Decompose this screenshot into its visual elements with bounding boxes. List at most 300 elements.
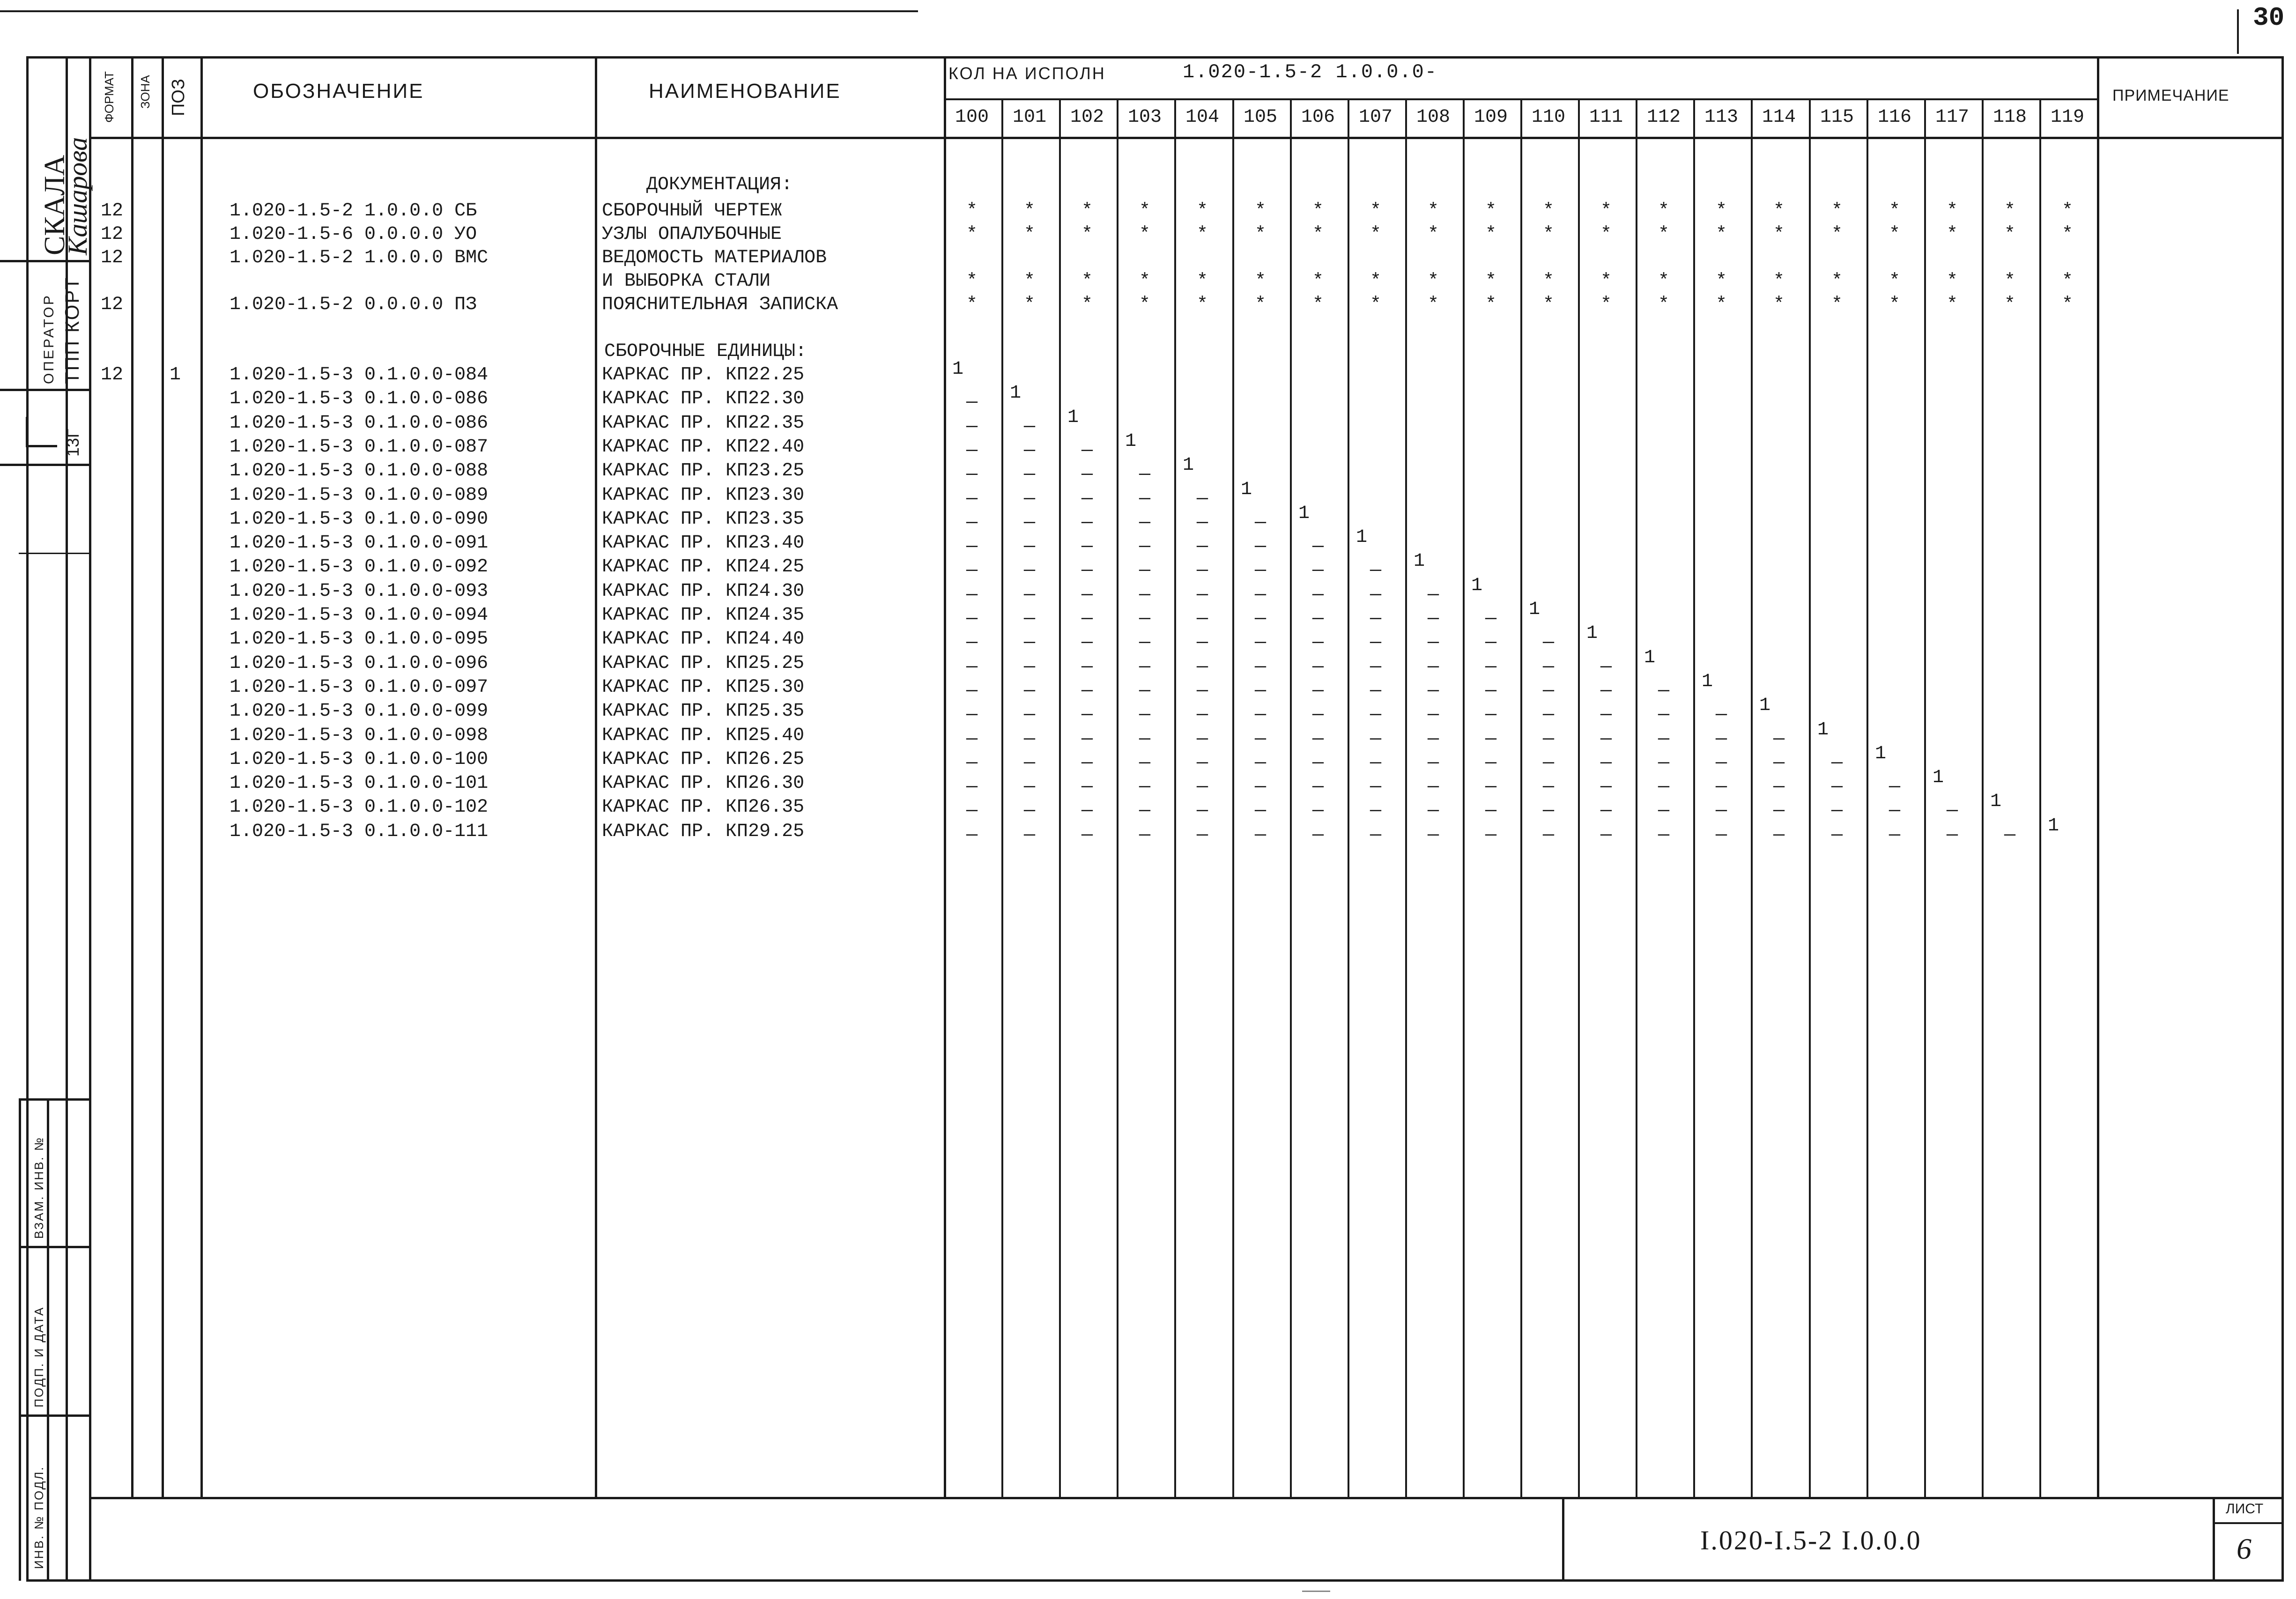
asm-qty-dash: — <box>1254 825 1266 846</box>
asm-qty-dash: — <box>1542 825 1554 846</box>
asm-qty-dash: — <box>1370 657 1381 678</box>
asm-qty-dash: — <box>1023 585 1035 606</box>
doc-format: 12 <box>101 294 124 315</box>
asm-qty-one: 1 <box>1586 623 1598 644</box>
asm-qty-dash: — <box>1081 608 1093 629</box>
doc-mark: * <box>1139 271 1150 292</box>
doc-mark: * <box>1312 200 1324 222</box>
asm-designation: 1.020-1.5-3 0.1.0.0-091 <box>230 533 489 554</box>
asm-qty-dash: — <box>1081 753 1093 774</box>
doc-mark: * <box>1485 271 1496 292</box>
doc-mark: * <box>2061 200 2073 222</box>
asm-qty-dash: — <box>1139 512 1150 533</box>
asm-qty-dash: — <box>1196 681 1208 702</box>
asm-designation: 1.020-1.5-3 0.1.0.0-090 <box>230 509 489 530</box>
asm-qty-dash: — <box>1658 681 1669 702</box>
doc-mark: * <box>1542 271 1554 292</box>
asm-qty-dash: — <box>1023 489 1035 510</box>
asm-qty-dash: — <box>1254 536 1266 557</box>
asm-qty-dash: — <box>966 512 978 533</box>
doc-mark: * <box>1254 271 1266 292</box>
asm-qty-dash: — <box>1427 632 1439 653</box>
asm-qty-one: 1 <box>1125 431 1136 452</box>
documentation-title: ДОКУМЕНТАЦИЯ: <box>646 174 793 195</box>
asm-name: КАРКАС ПР. КП26.25 <box>602 749 805 770</box>
asm-qty-dash: — <box>1196 512 1208 533</box>
asm-name: КАРКАС ПР. КП23.35 <box>602 509 805 530</box>
asm-qty-one: 1 <box>1701 671 1713 692</box>
asm-qty-dash: — <box>1370 753 1381 774</box>
asm-qty-dash: — <box>1312 585 1324 606</box>
doc-mark: * <box>1658 200 1669 222</box>
doc-mark: * <box>1889 200 1900 222</box>
variant-header-103: 103 <box>1127 107 1162 128</box>
asm-qty-dash: — <box>1312 608 1324 629</box>
asm-name: КАРКАС ПР. КП24.25 <box>602 556 805 577</box>
asm-qty-dash: — <box>1081 464 1093 485</box>
asm-qty-dash: — <box>1370 681 1381 702</box>
asm-qty-dash: — <box>1831 800 1843 822</box>
asm-qty-dash: — <box>1427 681 1439 702</box>
frame-bottom <box>26 1579 2284 1582</box>
doc-name: И ВЫБОРКА СТАЛИ <box>602 271 771 292</box>
margin-line-2 <box>0 389 91 391</box>
asm-qty-dash: — <box>1658 753 1669 774</box>
margin-code: 13Г <box>63 429 82 457</box>
asm-qty-dash: — <box>1889 777 1900 798</box>
asm-qty-dash: — <box>1139 464 1150 485</box>
asm-designation: 1.020-1.5-3 0.1.0.0-102 <box>230 797 489 818</box>
variant-header-117: 117 <box>1935 107 1969 128</box>
asm-name: КАРКАС ПР. КП22.30 <box>602 388 805 409</box>
doc-mark: * <box>1312 271 1324 292</box>
doc-mark: * <box>1312 224 1324 245</box>
doc-mark: * <box>1600 271 1612 292</box>
asm-qty-dash: — <box>1485 632 1496 653</box>
asm-qty-one: 1 <box>1932 767 1944 788</box>
doc-name: УЗЛЫ ОПАЛУБОЧНЫЕ <box>602 224 782 245</box>
variant-header-118: 118 <box>1992 107 2027 128</box>
title-block-sheet-divider <box>2213 1497 2215 1581</box>
sheet-value: 6 <box>2237 1532 2252 1565</box>
asm-qty-dash: — <box>1831 825 1843 846</box>
asm-qty-dash: — <box>1023 777 1035 798</box>
doc-mark: * <box>1427 224 1439 245</box>
asm-qty-dash: — <box>1831 753 1843 774</box>
doc-mark: * <box>1946 224 1958 245</box>
asm-qty-dash: — <box>966 536 978 557</box>
doc-mark: * <box>2004 224 2015 245</box>
margin-table-row1 <box>19 1246 91 1248</box>
bottom-mark <box>1302 1591 1330 1592</box>
margin-operator-value: ТПП КОРТ <box>61 276 83 384</box>
doc-mark: * <box>1946 294 1958 315</box>
asm-qty-dash: — <box>1542 729 1554 750</box>
asm-qty-dash: — <box>1370 560 1381 581</box>
asm-qty-dash: — <box>1715 825 1727 846</box>
margin-signature-date: ПОДП. И ДАТА <box>32 1306 46 1407</box>
margin-table-row2 <box>19 1414 91 1417</box>
asm-qty-dash: — <box>1196 608 1208 629</box>
asm-qty-dash: — <box>1600 704 1612 725</box>
doc-mark: * <box>1715 224 1727 245</box>
variant-header-111: 111 <box>1589 107 1623 128</box>
asm-designation: 1.020-1.5-3 0.1.0.0-099 <box>230 701 489 722</box>
asm-qty-dash: — <box>1658 777 1669 798</box>
asm-name: КАРКАС ПР. КП24.40 <box>602 629 805 650</box>
asm-qty-dash: — <box>1023 657 1035 678</box>
asm-qty-dash: — <box>1715 777 1727 798</box>
asm-qty-dash: — <box>1254 512 1266 533</box>
asm-designation: 1.020-1.5-3 0.1.0.0-097 <box>230 677 489 698</box>
header-format: ФОРМАТ <box>102 71 116 123</box>
asm-qty-dash: — <box>1427 704 1439 725</box>
asm-qty-dash: — <box>1600 729 1612 750</box>
asm-qty-dash: — <box>1139 536 1150 557</box>
variant-header-102: 102 <box>1070 107 1104 128</box>
asm-qty-dash: — <box>1081 704 1093 725</box>
document-code: I.020-I.5-2 I.0.0.0 <box>1700 1525 1922 1555</box>
doc-mark: * <box>1023 200 1035 222</box>
asm-qty-dash: — <box>1081 512 1093 533</box>
asm-qty-dash: — <box>966 464 978 485</box>
asm-qty-dash: — <box>1139 777 1150 798</box>
doc-mark: * <box>1831 200 1843 222</box>
asm-designation: 1.020-1.5-3 0.1.0.0-096 <box>230 653 489 674</box>
asm-designation: 1.020-1.5-3 0.1.0.0-089 <box>230 485 489 506</box>
asm-qty-dash: — <box>1081 536 1093 557</box>
doc-mark: * <box>1196 200 1208 222</box>
asm-designation: 1.020-1.5-3 0.1.0.0-111 <box>230 821 489 842</box>
variant-header-101: 101 <box>1012 107 1046 128</box>
asm-qty-dash: — <box>1370 800 1381 822</box>
asm-qty-dash: — <box>1658 800 1669 822</box>
asm-designation: 1.020-1.5-3 0.1.0.0-100 <box>230 749 489 770</box>
doc-mark: * <box>1081 224 1093 245</box>
variant-header-105: 105 <box>1243 107 1277 128</box>
doc-mark: * <box>1773 224 1785 245</box>
asm-qty-dash: — <box>1485 608 1496 629</box>
doc-format: 12 <box>101 200 124 222</box>
margin-table-mid <box>47 1098 49 1581</box>
asm-qty-dash: — <box>1370 632 1381 653</box>
assemblies-title: СБОРОЧНЫЕ ЕДИНИЦЫ: <box>604 341 807 362</box>
asm-qty-dash: — <box>1139 585 1150 606</box>
doc-mark: * <box>1254 200 1266 222</box>
asm-qty-dash: — <box>1081 800 1093 822</box>
doc-mark: * <box>1889 294 1900 315</box>
doc-mark: * <box>1773 271 1785 292</box>
asm-qty-dash: — <box>1370 704 1381 725</box>
asm-qty-dash: — <box>1542 777 1554 798</box>
asm-qty-one: 1 <box>1009 383 1021 404</box>
asm-qty-dash: — <box>1658 825 1669 846</box>
asm-qty-dash: — <box>966 489 978 510</box>
header-zone: ЗОНА <box>138 75 152 109</box>
doc-mark: * <box>1715 271 1727 292</box>
asm-qty-one: 1 <box>1817 719 1829 740</box>
asm-qty-dash: — <box>1542 753 1554 774</box>
asm-qty-dash: — <box>1023 704 1035 725</box>
asm-qty-dash: — <box>1542 632 1554 653</box>
title-block-top <box>89 1497 2282 1499</box>
asm-qty-dash: — <box>966 753 978 774</box>
asm-qty-dash: — <box>1485 681 1496 702</box>
asm-qty-dash: — <box>966 729 978 750</box>
doc-mark: * <box>1485 294 1496 315</box>
doc-mark: * <box>1196 271 1208 292</box>
doc-mark: * <box>1196 224 1208 245</box>
doc-mark: * <box>1946 200 1958 222</box>
doc-mark: * <box>1658 271 1669 292</box>
doc-mark: * <box>1427 294 1439 315</box>
asm-qty-dash: — <box>1370 585 1381 606</box>
asm-qty-dash: — <box>1600 681 1612 702</box>
asm-qty-dash: — <box>1600 777 1612 798</box>
asm-qty-dash: — <box>1139 681 1150 702</box>
asm-qty-dash: — <box>966 800 978 822</box>
frame-right <box>2281 56 2284 1582</box>
asm-qty-dash: — <box>1139 825 1150 846</box>
doc-mark: * <box>1542 200 1554 222</box>
margin-line-3 <box>0 464 91 466</box>
asm-designation: 1.020-1.5-3 0.1.0.0-095 <box>230 629 489 650</box>
asm-qty-dash: — <box>966 608 978 629</box>
asm-qty-dash: — <box>1254 704 1266 725</box>
asm-qty-dash: — <box>1196 536 1208 557</box>
asm-name: КАРКАС ПР. КП26.30 <box>602 773 805 794</box>
asm-name: КАРКАС ПР. КП29.25 <box>602 821 805 842</box>
asm-qty-dash: — <box>1312 825 1324 846</box>
asm-qty-dash: — <box>1312 729 1324 750</box>
asm-name: КАРКАС ПР. КП24.35 <box>602 605 805 626</box>
asm-qty-dash: — <box>1023 608 1035 629</box>
doc-mark: * <box>1831 224 1843 245</box>
asm-name: КАРКАС ПР. КП25.25 <box>602 653 805 674</box>
sheet-number-top: 30 <box>2253 3 2285 33</box>
variant-header-113: 113 <box>1704 107 1738 128</box>
asm-qty-one: 1 <box>952 359 963 380</box>
doc-mark: * <box>1773 200 1785 222</box>
doc-name: СБОРОЧНЫЙ ЧЕРТЕЖ <box>602 200 782 222</box>
variant-header-108: 108 <box>1416 107 1450 128</box>
doc-mark: * <box>1081 200 1093 222</box>
doc-mark: * <box>966 200 978 222</box>
asm-qty-dash: — <box>1658 729 1669 750</box>
asm-qty-dash: — <box>1196 825 1208 846</box>
title-block-sheet-line <box>2213 1522 2283 1524</box>
asm-qty-dash: — <box>1600 800 1612 822</box>
asm-qty-dash: — <box>1196 753 1208 774</box>
assemblies-position: 1 <box>170 364 181 385</box>
doc-mark: * <box>1485 224 1496 245</box>
asm-name: КАРКАС ПР. КП22.25 <box>602 364 805 385</box>
asm-qty-dash: — <box>2004 825 2015 846</box>
asm-qty-dash: — <box>1081 585 1093 606</box>
asm-qty-dash: — <box>1427 753 1439 774</box>
asm-qty-dash: — <box>1139 632 1150 653</box>
asm-qty-dash: — <box>966 632 978 653</box>
asm-qty-dash: — <box>1139 800 1150 822</box>
doc-designation: 1.020-1.5-2 0.0.0.0 ПЗ <box>230 294 477 315</box>
asm-qty-one: 1 <box>1759 695 1770 716</box>
margin-table-left <box>19 1098 21 1581</box>
asm-qty-dash: — <box>1023 464 1035 485</box>
asm-qty-dash: — <box>1542 657 1554 678</box>
doc-mark: * <box>2061 294 2073 315</box>
asm-qty-dash: — <box>1370 825 1381 846</box>
asm-qty-dash: — <box>1081 560 1093 581</box>
asm-qty-dash: — <box>966 825 978 846</box>
doc-mark: * <box>1081 294 1093 315</box>
doc-mark: * <box>1658 224 1669 245</box>
variant-header-116: 116 <box>1877 107 1911 128</box>
doc-name: ПОЯСНИТЕЛЬНАЯ ЗАПИСКА <box>602 294 838 315</box>
variant-header-110: 110 <box>1531 107 1565 128</box>
asm-qty-dash: — <box>966 440 978 461</box>
variant-header-100: 100 <box>955 107 989 128</box>
doc-mark: * <box>1542 294 1554 315</box>
doc-name: ВЕДОМОСТЬ МАТЕРИАЛОВ <box>602 247 827 268</box>
asm-qty-dash: — <box>1485 800 1496 822</box>
asm-qty-dash: — <box>1196 800 1208 822</box>
doc-mark: * <box>1196 294 1208 315</box>
asm-qty-dash: — <box>1946 825 1958 846</box>
doc-mark: * <box>1831 271 1843 292</box>
asm-qty-dash: — <box>1254 753 1266 774</box>
asm-qty-dash: — <box>1427 800 1439 822</box>
asm-designation: 1.020-1.5-3 0.1.0.0-098 <box>230 725 489 746</box>
asm-designation: 1.020-1.5-3 0.1.0.0-086 <box>230 413 489 434</box>
asm-qty-dash: — <box>1773 777 1785 798</box>
asm-name: КАРКАС ПР. КП25.40 <box>602 725 805 746</box>
doc-mark: * <box>1139 294 1150 315</box>
asm-qty-dash: — <box>1081 729 1093 750</box>
asm-qty-dash: — <box>1023 632 1035 653</box>
asm-qty-one: 1 <box>1471 575 1482 596</box>
doc-mark: * <box>2061 271 2073 292</box>
col-designation-right <box>595 56 597 1499</box>
asm-qty-dash: — <box>1312 536 1324 557</box>
margin-replaced-inv: ВЗАМ. ИНВ. № <box>32 1136 46 1239</box>
asm-name: КАРКАС ПР. КП22.40 <box>602 437 805 458</box>
asm-qty-dash: — <box>1023 416 1035 437</box>
asm-qty-dash: — <box>1254 800 1266 822</box>
header-note: ПРИМЕЧАНИЕ <box>2112 87 2229 104</box>
variant-header-109: 109 <box>1474 107 1508 128</box>
asm-qty-dash: — <box>1542 681 1554 702</box>
asm-qty-one: 1 <box>1528 599 1540 620</box>
asm-qty-dash: — <box>1196 585 1208 606</box>
doc-mark: * <box>966 224 978 245</box>
asm-qty-dash: — <box>1946 800 1958 822</box>
doc-mark: * <box>1889 224 1900 245</box>
asm-qty-dash: — <box>1196 704 1208 725</box>
doc-format: 12 <box>101 224 124 245</box>
asm-qty-dash: — <box>1312 704 1324 725</box>
col-pos-right <box>200 56 203 1499</box>
asm-qty-dash: — <box>966 777 978 798</box>
frame-left <box>26 56 29 1582</box>
asm-qty-dash: — <box>1542 800 1554 822</box>
asm-designation: 1.020-1.5-3 0.1.0.0-087 <box>230 437 489 458</box>
header-designation: ОБОЗНАЧЕНИЕ <box>253 80 424 103</box>
asm-qty-dash: — <box>1081 489 1093 510</box>
asm-qty-one: 1 <box>1874 743 1886 764</box>
asm-qty-dash: — <box>1196 489 1208 510</box>
asm-qty-dash: — <box>1715 800 1727 822</box>
asm-designation: 1.020-1.5-3 0.1.0.0-092 <box>230 556 489 577</box>
asm-qty-dash: — <box>1542 704 1554 725</box>
col-zone-right <box>162 56 164 1499</box>
doc-mark: * <box>1831 294 1843 315</box>
asm-qty-dash: — <box>1600 753 1612 774</box>
asm-qty-dash: — <box>1312 657 1324 678</box>
top-edge-line <box>0 10 918 12</box>
variant-header-107: 107 <box>1358 107 1392 128</box>
doc-mark: * <box>2004 294 2015 315</box>
margin-mark-icon <box>26 417 57 447</box>
asm-name: КАРКАС ПР. КП26.35 <box>602 797 805 818</box>
doc-designation: 1.020-1.5-2 1.0.0.0 ВМС <box>230 247 489 268</box>
asm-designation: 1.020-1.5-3 0.1.0.0-094 <box>230 605 489 626</box>
asm-qty-dash: — <box>966 416 978 437</box>
asm-qty-one: 1 <box>1644 647 1655 668</box>
header-variant-prefix: 1.020-1.5-2 1.0.0.0- <box>1183 61 1438 83</box>
asm-qty-dash: — <box>1196 657 1208 678</box>
doc-mark: * <box>1023 294 1035 315</box>
doc-mark: * <box>1254 294 1266 315</box>
asm-qty-dash: — <box>1600 657 1612 678</box>
asm-qty-dash: — <box>1254 777 1266 798</box>
doc-mark: * <box>2004 200 2015 222</box>
doc-mark: * <box>1946 271 1958 292</box>
top-tick <box>2237 9 2239 54</box>
doc-mark: * <box>1889 271 1900 292</box>
variant-header-106: 106 <box>1301 107 1335 128</box>
asm-qty-dash: — <box>1889 825 1900 846</box>
asm-qty-dash: — <box>1196 777 1208 798</box>
asm-qty-dash: — <box>1312 560 1324 581</box>
variant-header-119: 119 <box>2050 107 2084 128</box>
asm-name: КАРКАС ПР. КП23.25 <box>602 460 805 481</box>
asm-qty-dash: — <box>966 657 978 678</box>
header-position: ПОЗ <box>169 79 188 116</box>
doc-mark: * <box>1427 271 1439 292</box>
asm-qty-dash: — <box>1254 608 1266 629</box>
asm-qty-dash: — <box>1773 800 1785 822</box>
asm-qty-dash: — <box>1427 657 1439 678</box>
doc-mark: * <box>1600 224 1612 245</box>
doc-mark: * <box>1139 224 1150 245</box>
asm-qty-dash: — <box>1658 704 1669 725</box>
asm-name: КАРКАС ПР. КП23.40 <box>602 533 805 554</box>
asm-designation: 1.020-1.5-3 0.1.0.0-086 <box>230 388 489 409</box>
asm-qty-dash: — <box>1485 729 1496 750</box>
asm-qty-dash: — <box>1312 681 1324 702</box>
sheet-label: ЛИСТ <box>2226 1501 2264 1517</box>
asm-qty-dash: — <box>1081 681 1093 702</box>
asm-qty-dash: — <box>1889 800 1900 822</box>
header-name: НАИМЕНОВАНИЕ <box>649 80 841 103</box>
asm-qty-one: 1 <box>1355 527 1367 548</box>
doc-mark: * <box>966 271 978 292</box>
asm-qty-dash: — <box>1600 825 1612 846</box>
asm-qty-dash: — <box>1139 753 1150 774</box>
doc-mark: * <box>1427 200 1439 222</box>
asm-qty-dash: — <box>1370 608 1381 629</box>
asm-qty-dash: — <box>966 585 978 606</box>
